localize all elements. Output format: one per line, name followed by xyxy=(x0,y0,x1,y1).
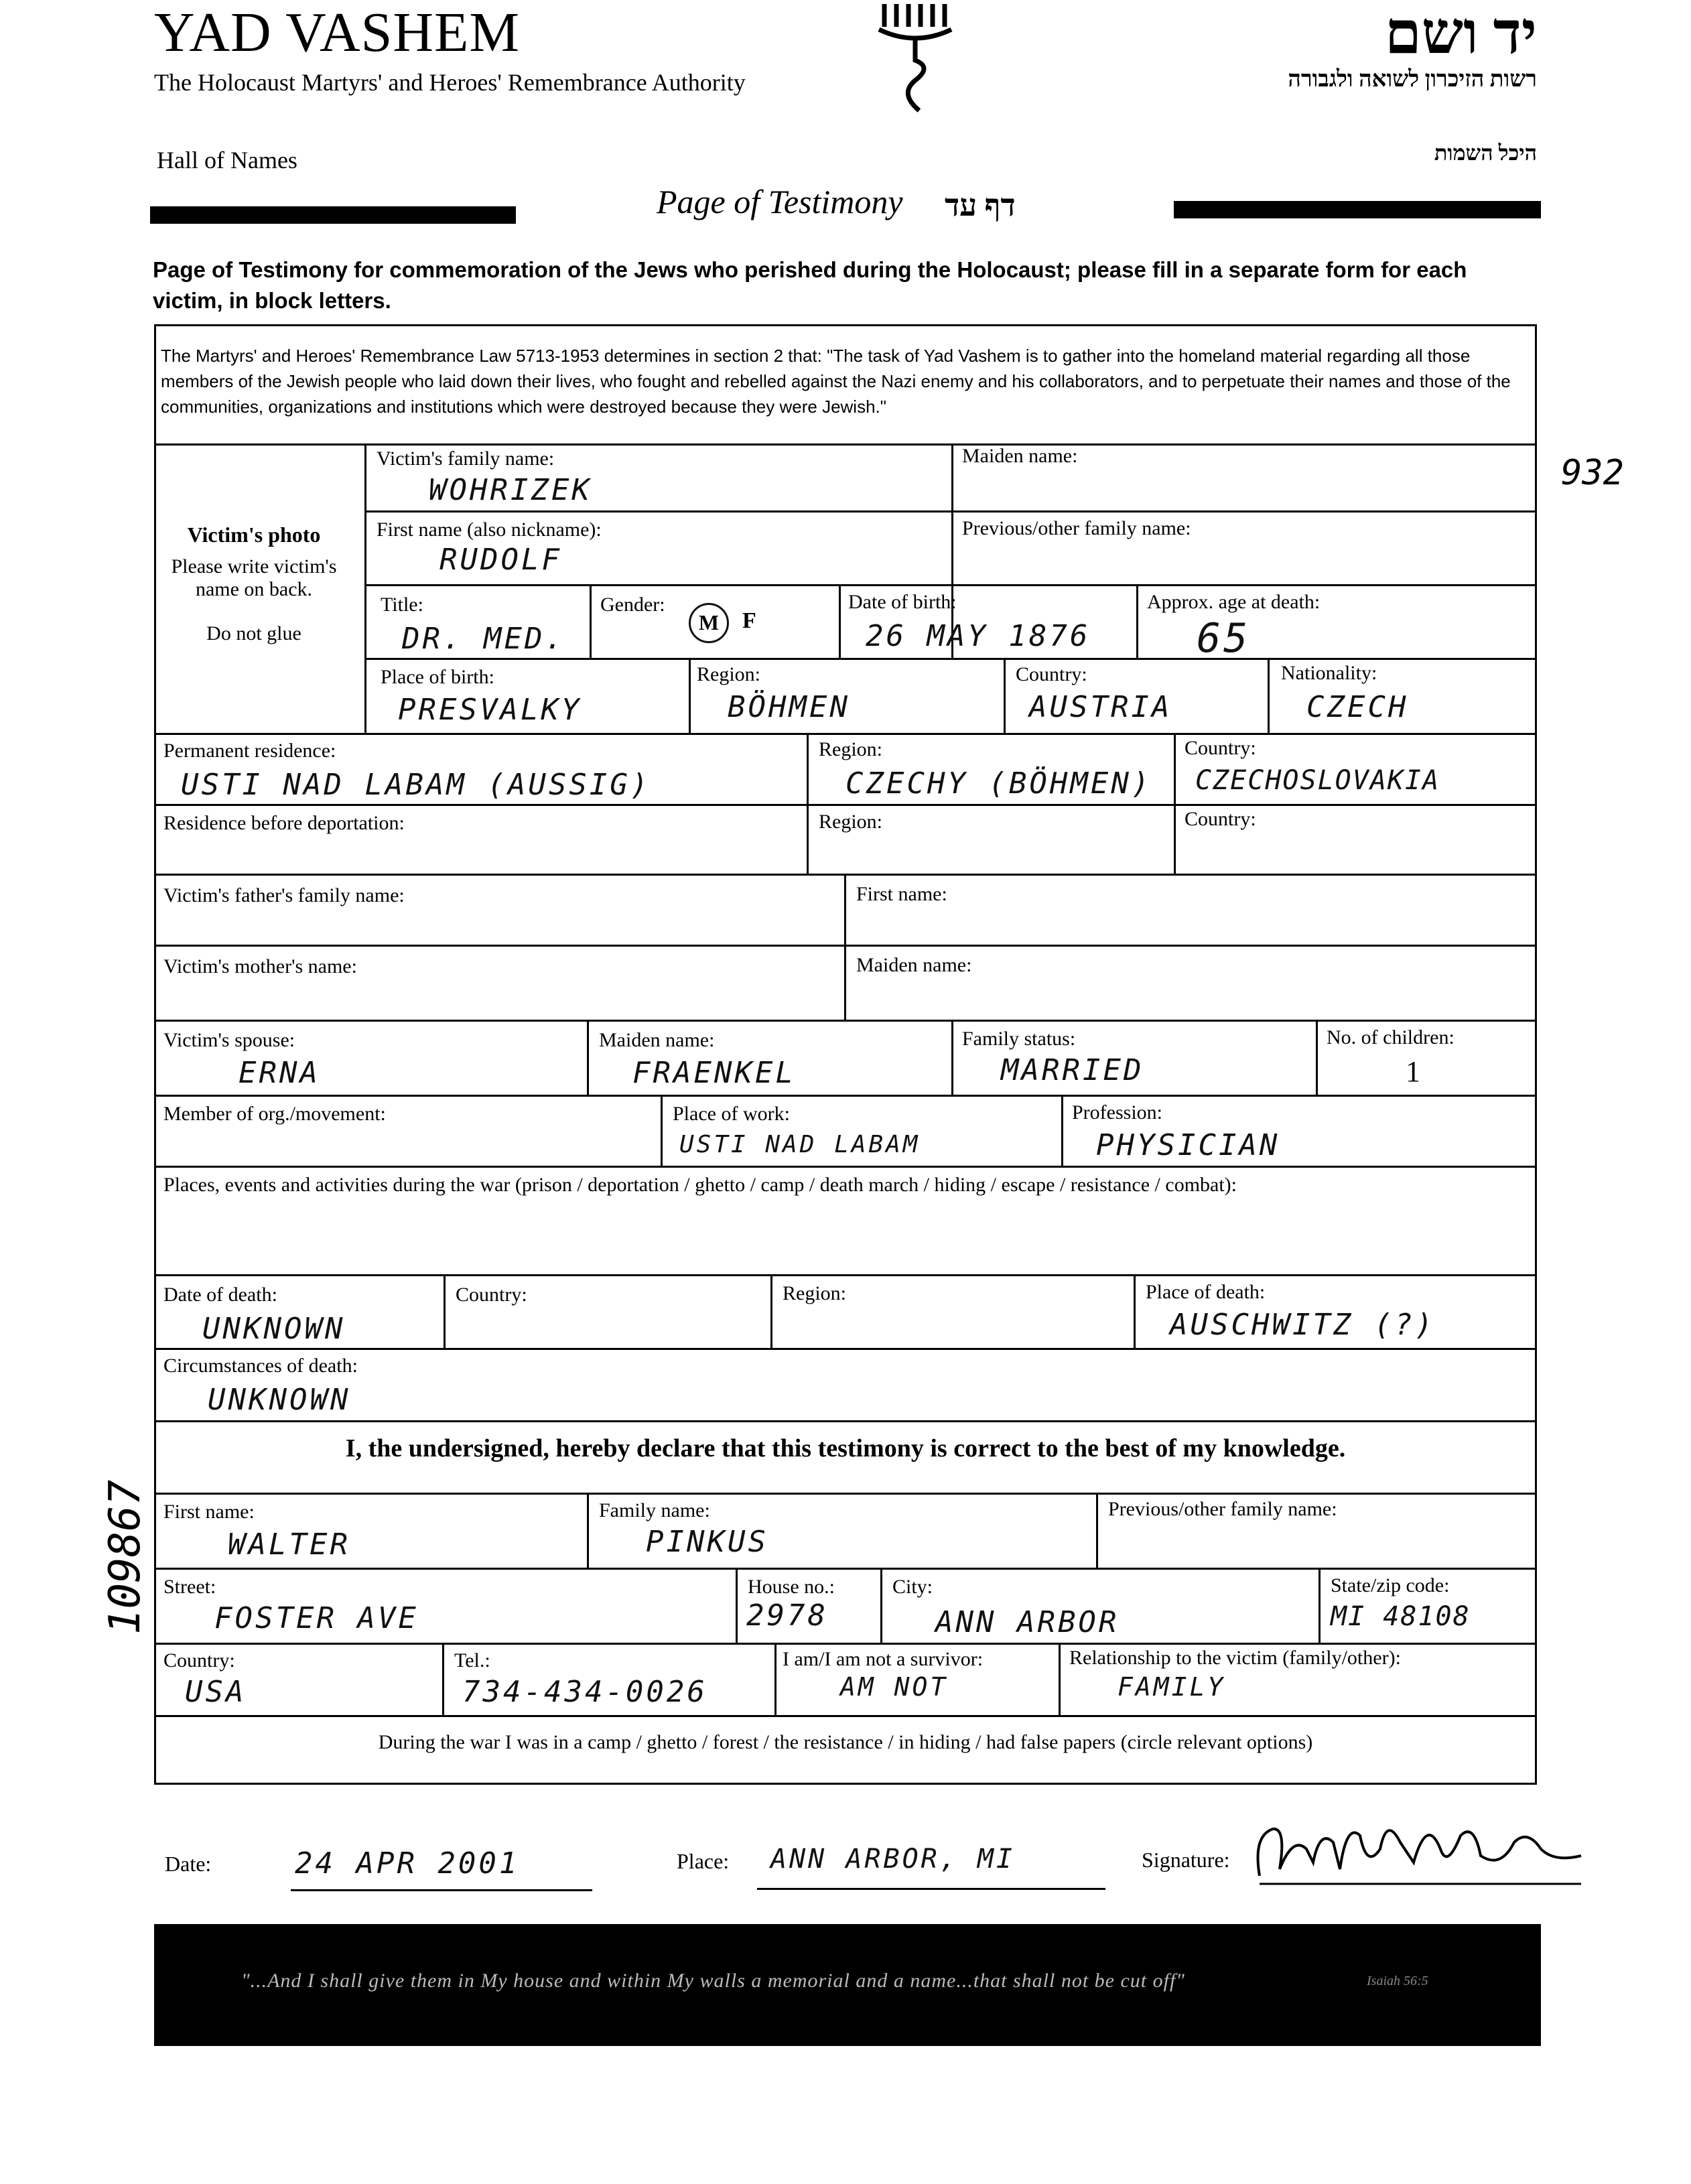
previous-family-name-label: Previous/other family name: xyxy=(962,517,1191,539)
mother-name-label: Victim's mother's name: xyxy=(163,955,357,977)
submitter-country-value[interactable]: USA xyxy=(185,1675,247,1709)
org-name: YAD VASHEM xyxy=(154,1,521,64)
dob-value[interactable]: 26 MAY 1876 xyxy=(866,619,1091,653)
street-value[interactable]: FOSTER AVE xyxy=(214,1601,419,1635)
title-label: Title: xyxy=(381,594,423,616)
perm-region-label: Region: xyxy=(819,738,882,760)
gender-male-circled[interactable]: M xyxy=(689,603,729,643)
father-family-label: Victim's father's family name: xyxy=(163,884,405,906)
spouse-value[interactable]: ERNA xyxy=(239,1056,320,1090)
tel-value[interactable]: 734-434-0026 xyxy=(462,1675,707,1709)
submitter-prev-label: Previous/other family name: xyxy=(1108,1498,1337,1520)
perm-region-value[interactable]: CZECHY (BÖHMEN) xyxy=(846,766,1152,801)
death-region-label: Region: xyxy=(783,1282,846,1304)
submitter-family-value[interactable]: PINKUS xyxy=(646,1525,768,1559)
death-place-value[interactable]: AUSCHWITZ (?) xyxy=(1170,1308,1436,1342)
permanent-residence-value[interactable]: USTI NAD LABAM (AUSSIG) xyxy=(181,768,651,802)
spouse-label: Victim's spouse: xyxy=(163,1029,295,1051)
tel-label: Tel.: xyxy=(454,1649,490,1671)
corner-reference-number: 932 xyxy=(1561,453,1624,493)
state-label: State/zip code: xyxy=(1331,1574,1450,1596)
country-value[interactable]: AUSTRIA xyxy=(1029,690,1172,724)
submitter-family-label: Family name: xyxy=(599,1499,710,1521)
pob-label: Place of birth: xyxy=(381,666,494,688)
submitter-first-value[interactable]: WALTER xyxy=(228,1527,350,1562)
side-reference-number: 109867 xyxy=(100,1479,150,1635)
age-label: Approx. age at death: xyxy=(1147,591,1321,613)
family-status-label: Family status: xyxy=(962,1028,1076,1050)
war-experience-options[interactable]: During the war I was in a camp / ghetto / forest / the resistance / in hiding / had false papers (circle relevant options) xyxy=(378,1731,1313,1753)
profession-label: Profession: xyxy=(1072,1101,1162,1123)
death-date-label: Date of death: xyxy=(163,1284,277,1306)
city-label: City: xyxy=(892,1576,933,1598)
intro-text: Page of Testimony for commemoration of the Jews who perished during the Holocaust; please fill in a separate form for each victim, in block letters. xyxy=(153,257,1467,313)
places-label: Places, events and activities during the war (prison / deportation / ghetto / camp / death march / hiding / escape / resistance / combat): xyxy=(163,1174,1237,1196)
page-title-hebrew: דף עד xyxy=(945,188,1016,222)
date-underline xyxy=(291,1889,592,1891)
signature-mark[interactable] xyxy=(1246,1809,1595,1889)
spouse-maiden-label: Maiden name: xyxy=(599,1029,715,1051)
survivor-value[interactable]: AM NOT xyxy=(840,1672,949,1702)
title-value[interactable]: DR. MED. xyxy=(402,622,565,656)
page-title: Page of Testimony xyxy=(657,183,903,220)
header-bar-right xyxy=(1174,201,1541,218)
menorah-logo-icon xyxy=(872,0,959,114)
photo-note: Please write victim's name on back. xyxy=(171,555,337,600)
permanent-residence-label: Permanent residence: xyxy=(163,740,336,762)
region-value[interactable]: BÖHMEN xyxy=(728,690,850,724)
submitter-first-label: First name: xyxy=(163,1501,255,1523)
submitter-country-label: Country: xyxy=(163,1649,235,1671)
org-subtitle: The Holocaust Martyrs' and Heroes' Remembrance Authority xyxy=(154,69,746,96)
victim-photo-area xyxy=(157,449,351,645)
gender-label: Gender: xyxy=(600,594,665,616)
death-date-value[interactable]: UNKNOWN xyxy=(202,1312,346,1346)
age-value[interactable]: 65 xyxy=(1197,615,1251,662)
house-value[interactable]: 2978 xyxy=(746,1598,828,1633)
nationality-value[interactable]: CZECH xyxy=(1306,690,1409,724)
city-value[interactable]: ANN ARBOR xyxy=(935,1605,1120,1639)
res-before-region-label: Region: xyxy=(819,811,882,833)
death-country-label: Country: xyxy=(456,1284,527,1306)
region-label: Region: xyxy=(697,663,760,685)
hall-of-names: Hall of Names xyxy=(157,147,297,174)
mother-maiden-label: Maiden name: xyxy=(856,954,972,976)
circumstances-value[interactable]: UNKNOWN xyxy=(208,1383,351,1417)
relationship-label: Relationship to the victim (family/other): xyxy=(1069,1647,1401,1669)
gender-female[interactable]: F xyxy=(742,608,756,633)
father-first-label: First name: xyxy=(856,883,947,905)
hall-of-names-hebrew: היכל השמות xyxy=(1434,141,1537,165)
declaration: I, the undersigned, hereby declare that this testimony is correct to the best of my knowledge. xyxy=(345,1434,1346,1462)
signature-label: Signature: xyxy=(1142,1848,1230,1872)
photo-glue-note: Do not glue xyxy=(206,622,301,644)
family-name-value[interactable]: WOHRIZEK xyxy=(429,473,592,507)
date-label: Date: xyxy=(165,1852,212,1876)
relationship-value[interactable]: FAMILY xyxy=(1118,1672,1226,1702)
photo-title: Victim's photo xyxy=(187,523,321,547)
law-text: The Martyrs' and Heroes' Remembrance Law 5713-1953 determines in section 2 that: "The task of Yad Vashem is to gather into the homeland material regarding all those members of the Jewish people who laid down their lives, who fought and rebelled against the Nazi enemy and his collaborators, and to perpetuate their names and those of the communities, organizations and institutions which were destroyed because they were Jewish." xyxy=(161,346,1511,417)
maiden-name-label: Maiden name: xyxy=(962,445,1078,467)
dob-label: Date of birth: xyxy=(848,591,957,613)
place-value[interactable]: ANN ARBOR, MI xyxy=(770,1844,1016,1874)
res-before-country-label: Country: xyxy=(1185,808,1256,830)
work-label: Place of work: xyxy=(673,1103,790,1125)
family-name-label: Victim's family name: xyxy=(377,448,555,470)
header-bar-left xyxy=(150,206,516,224)
street-label: Street: xyxy=(163,1576,216,1598)
org-name-hebrew: יד ושם xyxy=(1384,1,1537,66)
nationality-label: Nationality: xyxy=(1281,662,1377,684)
children-label: No. of children: xyxy=(1327,1026,1455,1048)
perm-country-label: Country: xyxy=(1185,737,1256,759)
country-label: Country: xyxy=(1016,663,1087,685)
work-value[interactable]: USTI NAD LABAM xyxy=(679,1131,921,1158)
state-value[interactable]: MI 48108 xyxy=(1331,1601,1471,1632)
first-name-label: First name (also nickname): xyxy=(377,519,602,541)
date-value[interactable]: 24 APR 2001 xyxy=(295,1846,520,1881)
spouse-maiden-value[interactable]: FRAENKEL xyxy=(632,1056,796,1090)
house-label: House no.: xyxy=(748,1576,835,1598)
circumstances-label: Circumstances of death: xyxy=(163,1355,358,1377)
death-place-label: Place of death: xyxy=(1146,1281,1266,1303)
survivor-label: I am/I am not a survivor: xyxy=(783,1648,984,1670)
quote-source: Isaiah 56:5 xyxy=(1367,1974,1428,1988)
org-subtitle-hebrew: רשות הזיכרון לשואה ולגבורה xyxy=(1288,67,1537,92)
quote-text: "...And I shall give them in My house and within My walls a memorial and a name...that shall not be cut off" xyxy=(241,1970,1185,1992)
place-label: Place: xyxy=(677,1849,730,1873)
member-label: Member of org./movement: xyxy=(163,1103,386,1125)
children-value[interactable]: 1 xyxy=(1406,1055,1420,1088)
family-status-value[interactable]: MARRIED xyxy=(1001,1053,1144,1087)
perm-country-value[interactable]: CZECHOSLOVAKIA xyxy=(1195,765,1440,796)
residence-before-label: Residence before deportation: xyxy=(163,812,405,834)
first-name-value[interactable]: RUDOLF xyxy=(439,543,562,577)
profession-value[interactable]: PHYSICIAN xyxy=(1096,1128,1280,1162)
place-underline xyxy=(757,1888,1105,1890)
form-frame xyxy=(154,324,1537,1785)
pob-value[interactable]: PRESVALKY xyxy=(398,693,582,727)
